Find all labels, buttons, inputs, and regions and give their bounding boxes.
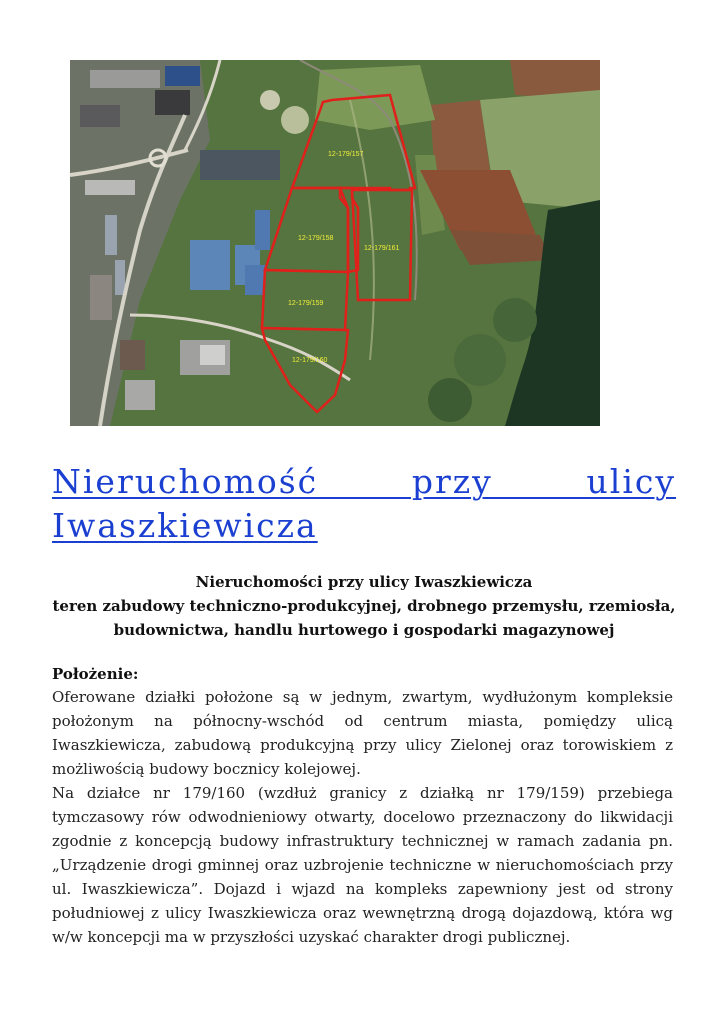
- paragraph-location: Oferowane działki położone są w jednym, zwartym, wydłużonym kompleksie położonym na północny-wschód od centrum miasta, pomiędzy ulicą Iwaszkiewicza, zabudową produkcyjną przy ulicy Zielonej oraz torowiskiem z możliwością budowy bocznicy kolejowej.: [52, 688, 673, 778]
- aerial-map-image: [70, 60, 600, 426]
- subheading-line-1: Nieruchomości przy ulicy Iwaszkiewicza: [195, 573, 533, 591]
- subheading-line-3: budownictwa, handlu hurtowego i gospodarki magazynowej: [113, 621, 615, 639]
- article-title-link[interactable]: Nieruchomość przy ulicy Iwaszkiewicza: [52, 462, 676, 545]
- parcel-label-160: 12-179/160: [292, 357, 328, 364]
- location-label: Położenie:: [52, 665, 139, 683]
- subheading: [52, 570, 676, 642]
- paragraph-drainage-access: Na działce nr 179/160 (wzdłuż granicy z działką nr 179/159) przebiega tymczasowy rów odwodnieniowy otwarty, docelowo przeznaczony do likwidacji zgodnie z koncepcją budowy infrastruktury technicznej w ramach zadania pn. „Urządzenie drogi gminnej oraz uzbrojenie techniczne w nieruchomościach przy ul. Iwaszkiewicza”. Dojazd i wjazd na kompleks zapewniony jest od strony południowej z ulicy Iwaszkiewicza oraz wewnętrzną drogą dojazdową, która wg w/w koncepcji ma w przyszłości uzyskać charakter drogi publicznej.: [52, 784, 673, 946]
- parcel-label-158: 12-179/158: [298, 235, 334, 242]
- parcel-label-157: 12-179/157: [328, 151, 364, 158]
- parcel-label-159: 12-179/159: [288, 300, 324, 307]
- parcel-label-161: 12-179/161: [364, 245, 400, 252]
- subheading-line-2: teren zabudowy techniczno-produkcyjnej, drobnego przemysłu, rzemiosła,: [52, 597, 676, 615]
- article-body: [52, 685, 673, 949]
